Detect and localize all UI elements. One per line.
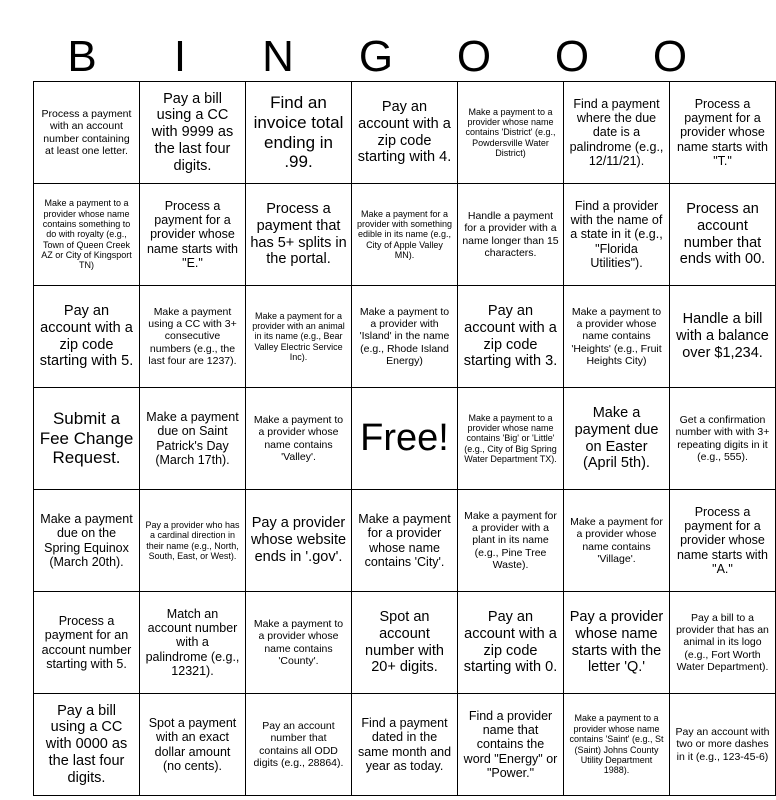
bingo-cell[interactable]: Find a payment dated in the same month and year as today. <box>352 694 458 796</box>
bingo-cell[interactable]: Process a payment that has 5+ splits in the portal. <box>246 184 352 286</box>
bingo-cell[interactable]: Make a payment to a provider whose name contains 'Heights' (e.g., Fruit Heights City) <box>564 286 670 388</box>
bingo-cell[interactable]: Make a payment due on the Spring Equinox (March 20th). <box>34 490 140 592</box>
bingo-cell[interactable]: Pay a provider who has a cardinal direction in their name (e.g., North, South, East, or West). <box>140 490 246 592</box>
bingo-cell[interactable]: Process a payment for a provider whose name starts with "T." <box>670 82 776 184</box>
header-letter: G <box>358 32 394 81</box>
grid-row <box>34 490 776 592</box>
bingo-cell[interactable]: Make a payment to a provider with 'Island' in the name (e.g., Rhode Island Energy) <box>352 286 458 388</box>
free-space-cell[interactable]: Free! <box>352 388 458 490</box>
bingo-cell[interactable]: Pay an account with a zip code starting with 5. <box>34 286 140 388</box>
bingo-cell[interactable]: Make a payment for a provider whose name contains 'City'. <box>352 490 458 592</box>
header-letter: O <box>456 32 492 81</box>
bingo-cell[interactable]: Match an account number with a palindrome (e.g., 12321). <box>140 592 246 694</box>
grid-row <box>34 388 776 490</box>
header-letter: I <box>173 32 187 81</box>
bingo-cell[interactable]: Pay a provider whose website ends in '.gov'. <box>246 490 352 592</box>
bingo-cell[interactable]: Find a provider with the name of a state in it (e.g., "Florida Utilities"). <box>564 184 670 286</box>
bingo-cell[interactable]: Process an account number that ends with 00. <box>670 184 776 286</box>
bingo-cell[interactable]: Pay an account with a zip code starting with 0. <box>458 592 564 694</box>
bingo-cell[interactable]: Make a payment for a provider with a plant in its name (e.g., Pine Tree Waste). <box>458 490 564 592</box>
bingo-cell[interactable]: Handle a payment for a provider with a name longer than 15 characters. <box>458 184 564 286</box>
bingo-cell[interactable]: Process a payment for a provider whose name starts with "E." <box>140 184 246 286</box>
bingo-cell[interactable]: Make a payment to a provider whose name contains 'District' (e.g., Powdersville Water District) <box>458 82 564 184</box>
bingo-cell[interactable]: Pay an account with a zip code starting with 3. <box>458 286 564 388</box>
bingo-cell[interactable]: Find a provider name that contains the word "Energy" or "Power." <box>458 694 564 796</box>
header-letter: O <box>652 32 688 81</box>
bingo-cell[interactable]: Find an invoice total ending in .99. <box>246 82 352 184</box>
bingo-cell[interactable]: Pay a bill using a CC with 0000 as the last four digits. <box>34 694 140 796</box>
bingo-cell[interactable]: Submit a Fee Change Request. <box>34 388 140 490</box>
bingo-cell[interactable]: Find a payment where the due date is a palindrome (e.g., 12/11/21). <box>564 82 670 184</box>
grid-row <box>34 82 776 184</box>
bingo-cell[interactable]: Pay a bill using a CC with 9999 as the last four digits. <box>140 82 246 184</box>
header-letter: O <box>554 32 590 81</box>
bingo-cell[interactable]: Process a payment for an account number starting with 5. <box>34 592 140 694</box>
header-letter: B <box>67 32 97 81</box>
bingo-cell[interactable]: Make a payment due on Saint Patrick's Day (March 17th). <box>140 388 246 490</box>
bingo-cell[interactable]: Get a confirmation number with with 3+ repeating digits in it (e.g., 555). <box>670 388 776 490</box>
grid-row <box>34 592 776 694</box>
bingo-cell[interactable]: Pay an account with a zip code starting with 4. <box>352 82 458 184</box>
bingo-header <box>33 32 719 82</box>
bingo-cell[interactable]: Make a payment to a provider whose name contains 'County'. <box>246 592 352 694</box>
bingo-cell[interactable]: Pay a bill to a provider that has an animal in its logo (e.g., Fort Worth Water Department). <box>670 592 776 694</box>
bingo-cell[interactable]: Make a payment to a provider whose name contains 'Saint' (e.g., St (Saint) Johns County Utility Department 1988). <box>564 694 670 796</box>
bingo-cell[interactable]: Process a payment with an account number containing at least one letter. <box>34 82 140 184</box>
bingo-cell[interactable]: Spot an account number with 20+ digits. <box>352 592 458 694</box>
bingo-cell[interactable]: Make a payment to a provider whose name contains 'Valley'. <box>246 388 352 490</box>
bingo-grid <box>33 81 776 796</box>
bingo-cell[interactable]: Process a payment for a provider whose name starts with "A." <box>670 490 776 592</box>
grid-row <box>34 286 776 388</box>
grid-row <box>34 184 776 286</box>
bingo-cell[interactable]: Spot a payment with an exact dollar amount (no cents). <box>140 694 246 796</box>
bingo-cell[interactable]: Make a payment to a provider whose name contains 'Big' or 'Little' (e.g., City of Big Spring Water Department TX). <box>458 388 564 490</box>
bingo-cell[interactable]: Make a payment for a provider whose name contains 'Village'. <box>564 490 670 592</box>
bingo-cell[interactable]: Pay an account number that contains all ODD digits (e.g., 28864). <box>246 694 352 796</box>
bingo-cell[interactable]: Make a payment for a provider with something edible in its name (e.g., City of Apple Valley MN). <box>352 184 458 286</box>
grid-row <box>34 694 776 796</box>
bingo-cell[interactable]: Pay a provider whose name starts with the letter 'Q.' <box>564 592 670 694</box>
bingo-cell[interactable]: Make a payment due on Easter (April 5th). <box>564 388 670 490</box>
bingo-cell[interactable]: Make a payment for a provider with an animal in its name (e.g., Bear Valley Electric Service Inc). <box>246 286 352 388</box>
bingo-cell[interactable]: Pay an account with two or more dashes in it (e.g., 123-45-6) <box>670 694 776 796</box>
bingo-cell[interactable]: Handle a bill with a balance over $1,234. <box>670 286 776 388</box>
bingo-cell[interactable]: Make a payment to a provider whose name contains something to do with royalty (e.g., Town of Queen Creek AZ or City of Kingsport TN) <box>34 184 140 286</box>
bingo-cell[interactable]: Make a payment using a CC with 3+ consecutive numbers (e.g., the last four are 1237). <box>140 286 246 388</box>
header-letter: N <box>262 32 294 81</box>
